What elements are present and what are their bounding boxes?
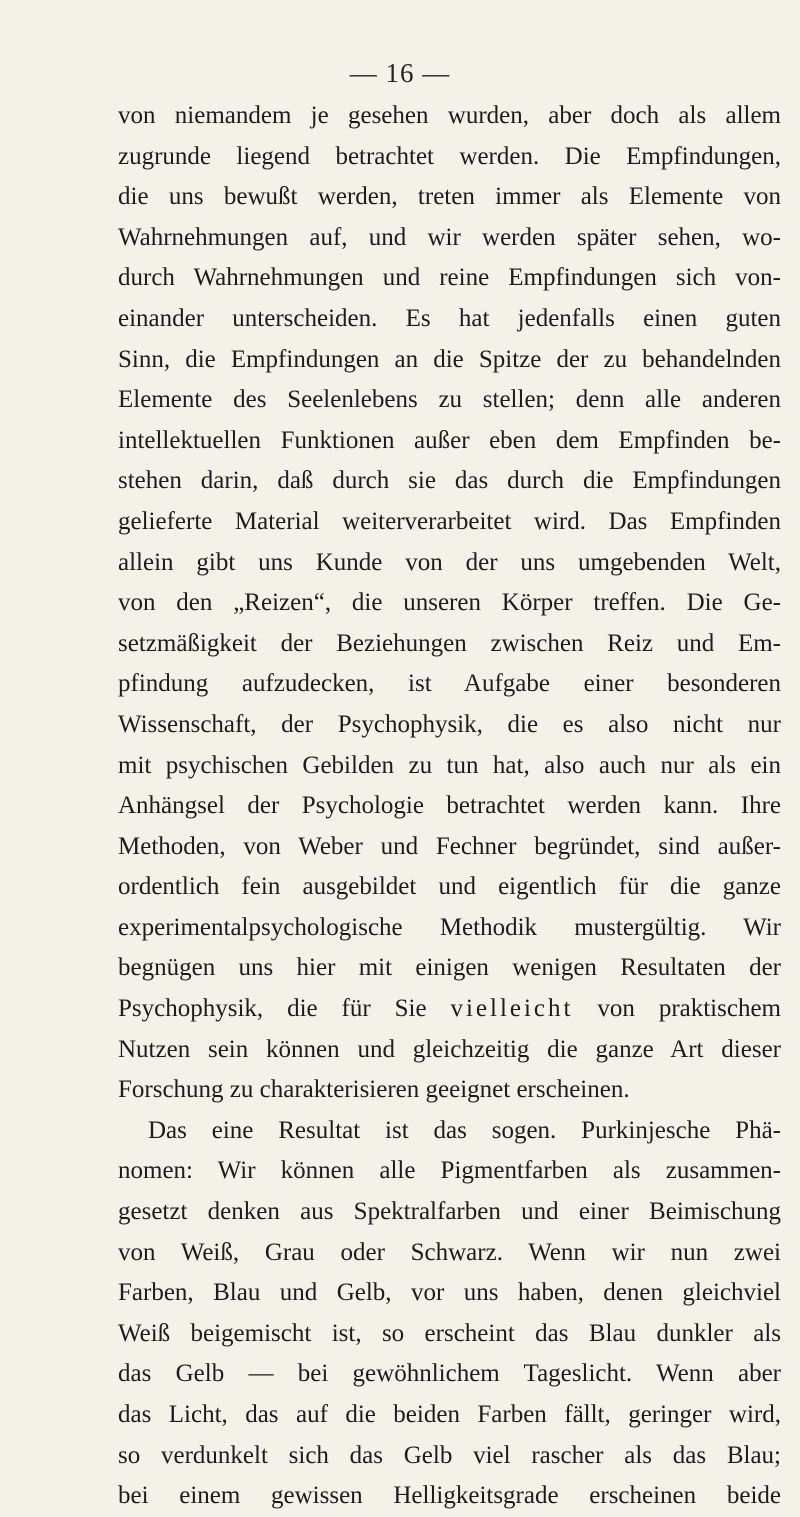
text-line: setzmäßigkeit der Beziehungen zwischen Reiz und Em-	[118, 629, 781, 657]
text-line: von Weiß, Grau oder Schwarz. Wenn wir nun zwei	[118, 1238, 781, 1266]
text-line: von niemandem je gesehen wurden, aber doch als allem	[118, 102, 781, 129]
text-line: bei einem gewissen Helligkeitsgrade erscheinen beide	[118, 1482, 781, 1510]
text-line: stehen darin, daß durch sie das durch die Empfindungen	[118, 467, 781, 495]
text-line: Wahrnehmungen auf, und wir werden später sehen, wo-	[118, 223, 781, 251]
text-line: einander unterscheiden. Es hat jedenfalls einen guten	[118, 304, 781, 332]
text-line: Farben, Blau und Gelb, vor uns haben, denen gleichviel	[118, 1279, 781, 1307]
paragraph-start-line: Das eine Resultat ist das sogen. Purkinjesche Phä-	[148, 1116, 781, 1144]
text-line: gesetzt denken aus Spektralfarben und einer Beimischung	[118, 1198, 781, 1226]
text-segment: Psychophysik, die für Sie	[118, 995, 451, 1023]
emphasized-word: vielleicht	[450, 995, 574, 1023]
text-line: mit psychischen Gebilden zu tun hat, also auch nur als ein	[118, 751, 781, 779]
text-line: durch Wahrnehmungen und reine Empfindungen sich von-	[118, 264, 781, 292]
text-line: experimentalpsychologische Methodik mustergültig. Wir	[118, 913, 781, 941]
text-line: Weiß beigemischt ist, so erscheint das Blau dunkler als	[118, 1319, 781, 1347]
text-line: Methoden, von Weber und Fechner begründet, sind außer-	[118, 832, 781, 860]
text-line: Elemente des Seelenlebens zu stellen; denn alle anderen	[118, 386, 781, 414]
text-line: allein gibt uns Kunde von der uns umgebenden Welt,	[118, 548, 781, 576]
text-line-with-emphasis	[118, 989, 781, 1030]
text-segment: von praktischem	[573, 995, 781, 1023]
text-line: das Licht, das auf die beiden Farben fällt, geringer wird,	[118, 1401, 781, 1428]
paragraph-end-line: Forschung zu charakterisieren geeignet erscheinen.	[118, 1076, 630, 1104]
text-line: die uns bewußt werden, treten immer als Elemente von	[118, 183, 781, 211]
text-line: intellektuellen Funktionen außer eben dem Empfinden be-	[118, 426, 781, 454]
text-line: gelieferte Material weiterverarbeitet wird. Das Empfinden	[118, 507, 781, 535]
text-line: Anhängsel der Psychologie betrachtet werden kann. Ihre	[118, 792, 781, 820]
page-number: — 16 —	[349, 58, 451, 88]
text-line: Nutzen sein können und gleichzeitig die ganze Art dieser	[118, 1035, 781, 1063]
text-line: ordentlich fein ausgebildet und eigentlich für die ganze	[118, 873, 781, 901]
text-line: so verdunkelt sich das Gelb viel rascher als das Blau;	[118, 1441, 781, 1469]
text-line: Sinn, die Empfindungen an die Spitze der zu behandelnden	[118, 345, 781, 373]
text-line: Wissenschaft, der Psychophysik, die es also nicht nur	[118, 710, 781, 738]
text-line: pfindung aufzudecken, ist Aufgabe einer besonderen	[118, 670, 781, 698]
text-line: das Gelb — bei gewöhnlichem Tageslicht. Wenn aber	[118, 1360, 781, 1388]
text-line: zugrunde liegend betrachtet werden. Die Empfindungen,	[118, 142, 781, 170]
text-line: von den „Reizen“, die unseren Körper treffen. Die Ge-	[118, 589, 781, 617]
body-text	[118, 96, 781, 1517]
text-line: nomen: Wir können alle Pigmentfarben als zusammen-	[118, 1157, 781, 1185]
text-line: begnügen uns hier mit einigen wenigen Resultaten der	[118, 954, 781, 982]
